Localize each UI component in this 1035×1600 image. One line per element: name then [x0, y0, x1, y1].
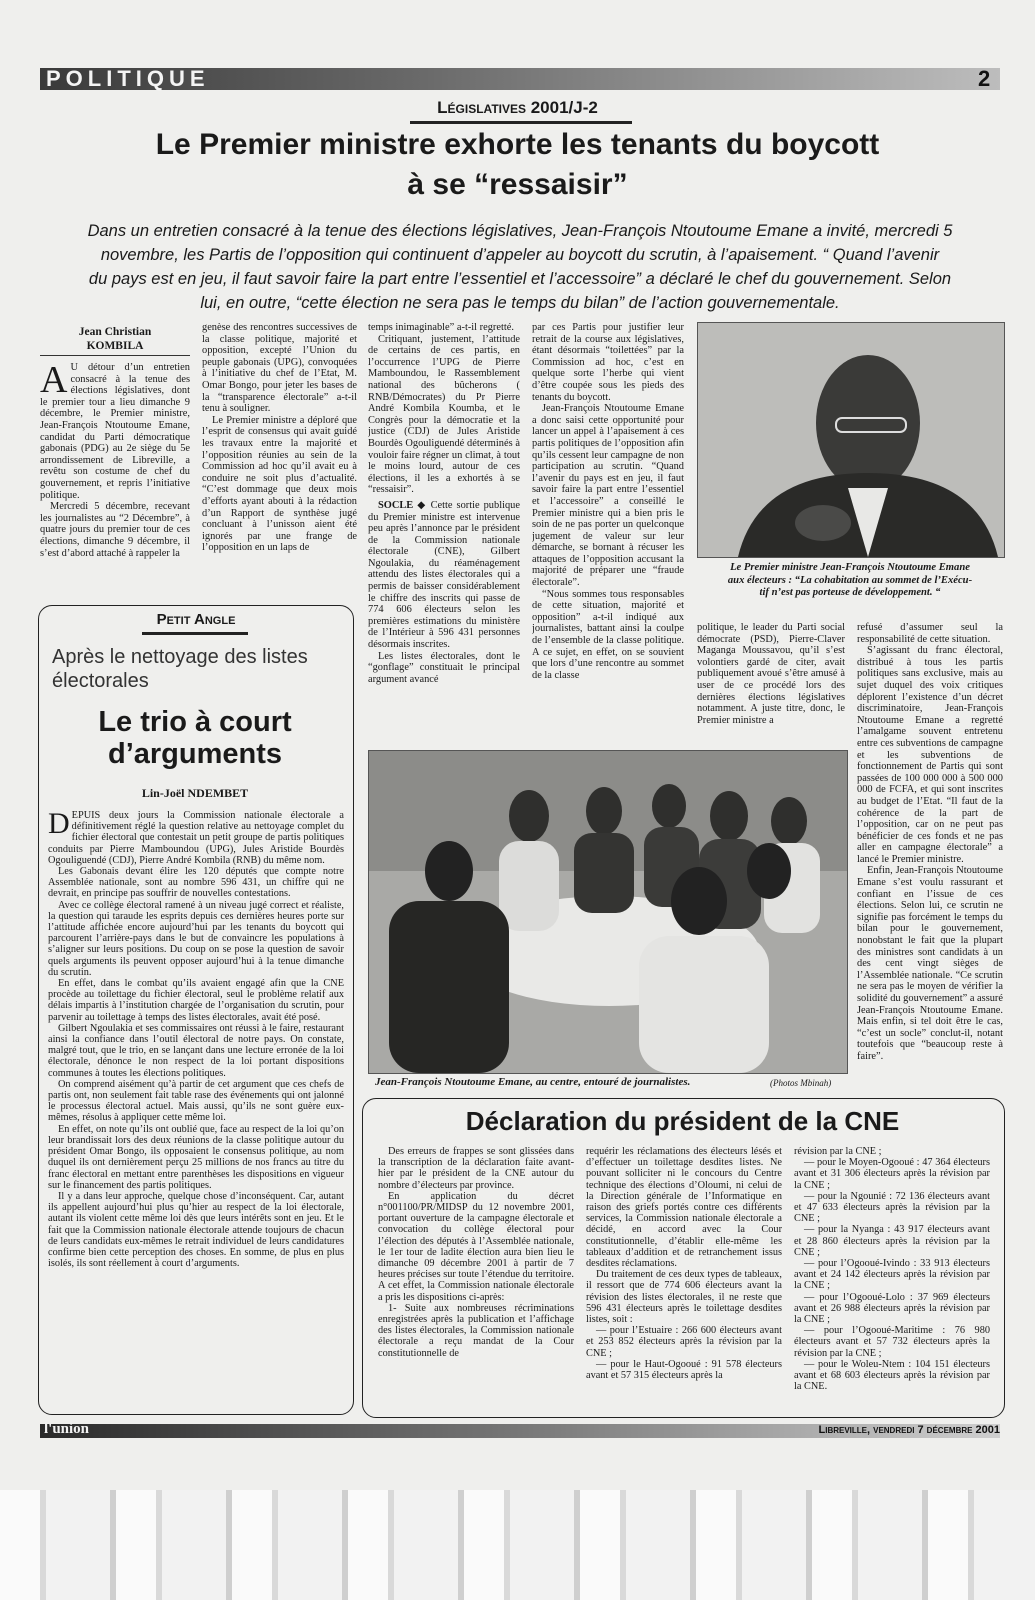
petit-angle-title — [40, 706, 350, 770]
paragraph: “Nous sommes tous responsables de cette situation, majorité et opposition” a-t-il indiqué aux journalistes, battant ainsi la coulpe de l’ensemble de la classe politique. A ce sujet, en effet, on se souvient que lors d’une rencontre au sommet de la classe — [532, 588, 684, 681]
kicker-line: Après le nettoyage des listes — [52, 646, 308, 668]
caption-line: tif n’est pas porteuse de développement. “ — [759, 587, 941, 598]
paragraph: — pour l’Ogooué-Maritime : 76 980 électeurs avant et 57 732 électeurs après la révision par la CNE ; — [794, 1325, 990, 1359]
article-column-5 — [697, 622, 845, 742]
caption-line: Le Premier ministre Jean-François Ntoutoume Emane — [730, 562, 970, 573]
paragraph: révision par la CNE ; — [794, 1146, 882, 1157]
cne-title: Déclaration du président de la CNE — [465, 1106, 900, 1136]
paragraph: EPUIS deux jours la Commission nationale électorale a définitivement réglé la question relative au nettoyage complet du fichier électoral que contestait un petit groupe de partis politiques conduits par Pierre Mamboundou (UPG), Jules Aristide Bourdès Ogouliguendé (CDJ), Pierre André Kombila (RNB) du même nom. — [48, 810, 344, 866]
byline-rule — [40, 355, 190, 356]
paragraph: temps inimaginable” a-t-il regretté. — [368, 322, 514, 333]
paragraph: Critiquant, justement, l’attitude de certains de ces partis, en l’occurrence l’UPG de Pierre Mamboundou, le Rassemblement national des bûcherons ( RNB/Démocrates) du Pr Pierre André Kombila Koumba, et le Congrès pour la démocratie et la justice (CDJ) de Jules Aristide Bourdès Ogouliguendé déterminés à vouloir faire régner un climat, à tout le moins lourd, autour de ces élections, il les a exhortés à se “ressaisir”. — [368, 333, 520, 496]
portrait-photo — [697, 322, 1005, 558]
paragraph: S’agissant du franc électoral, distribué à tous les partis politiques sans exclusive, mais au sujet duquel des voix critiques déplorent l’existence d’un décret discriminatoire, Jean-François Ntoutoume Emane a regretté l’amalgame souvent entretenu entre ces subventions de campagne et les subventions de fonctionnement de Partis qui sont passées de 100 000 000 à 500 000 000 de FCFA, et qui sont inscrites au budget de l’Etat. “Il faut de la cohérence de la part de l’opposition, car on ne peut pas bénéficier de ces fonds et ne pas aller en campagne électorale” a lancé le Premier ministre. — [857, 645, 1003, 865]
petit-angle-underline — [142, 632, 248, 635]
section-label: POLITIQUE — [46, 66, 210, 91]
paragraph: Enfin, Jean-François Ntoutoume Emane s’est voulu rassurant et confiant en l’issue de ces élections. Selon lui, ce scrutin ne signifie pas forcément le temps du bilan pour le gouvernement, nonobstant le fait que la plupart des ministres sont candidats à un des cent vingt sièges de l’Assemblée nationale. “Ce scrutin ne sera pas le moyen de vérifier la solidité du gouvernement” a assuré Jean-François Ntoutoume Emane. Mais enfin, si tel doit être le cas, “c’est un socle” conclut-il, notant toutefois que “beaucoup reste à faire”. — [857, 865, 1003, 1062]
cne-column-2 — [586, 1146, 782, 1408]
byline — [40, 325, 190, 353]
paragraph: Avec ce collège électoral ramené à un niveau jugé correct et réaliste, la question qui taraude les esprits depuis ces dernières heures porte sur l’attitude affichée encore aujourd’hui par les tenants du boycott qui parcourent l’arrière-pays dans le but de convaincre les populations à s’aligner sur leurs positions. Du coup on se pose la question de savoir quels arguments ils peuvent opposer aujourd’hui à la tenue dimanche du scrutin. — [48, 899, 344, 978]
petit-angle-byline: Lin-Joël NDEMBET — [141, 786, 249, 800]
kicker-underline — [410, 121, 632, 124]
paragraph: — pour le Woleu-Ntem : 104 151 électeurs avant et 68 603 électeurs après la révision par la CNE. — [794, 1358, 990, 1393]
lead-paragraph — [40, 219, 1000, 315]
paragraph: — pour le Haut-Ogooué : 91 578 électeurs avant et 57 315 électeurs après la — [586, 1358, 782, 1382]
paragraph: genèse des rencontres successives de la classe politique, majorité et opposition, excepté l’Union du peuple gabonais (UPG), convoquées à l’initiative du chef de l’Etat, M. Omar Bongo, pour jeter les bases de la “transparence électorale” a-t-il tenu à souligner. — [202, 322, 357, 415]
paragraph: refusé d’assumer seul la responsabilité de cette situation. — [857, 622, 1003, 645]
subhead: SOCLE ◆ — [378, 499, 427, 511]
title-line: d’arguments — [107, 738, 283, 770]
paragraph: Jean-François Ntoutoume Emane a donc saisi cette opportunité pour lancer un appel à l’apaisement à ces partis politiques de l’opposition afin qu’ils cessent leur campagne de non participation au scrutin. “Quand l’avenir du pays est en jeu, il faut savoir faire la part entre l’essentiel et l’accessoire” a conseillé le Premier ministre qui a bien pris le soin de ne pas porter un quelconque jugement de valeur sur leur démarche, se bornant à récuser les attaques de l’opposition accusant la majorité de préparer une “fraude électorale”. — [532, 403, 684, 589]
paragraph: — pour l’Estuaire : 266 600 électeurs avant et 253 852 électeurs après la révision par la CNE ; — [586, 1325, 782, 1359]
article-column-4 — [532, 322, 684, 740]
paragraph: U détour d’un entretien consacré à la tenue des élections législatives, dont le premier tour a lieu dimanche 9 décembre, le Premier ministre, Jean-François Ntoutoume Emane, candidat du Parti démocratique gabonais (PDG) au 2e siège du 5e arrondissement de Libreville, a revêtu son costume de chef du gouvernement, et repris l’initiative politique. — [40, 362, 190, 501]
footer-dateline: Libreville, vendredi 7 décembre 2001 — [818, 1424, 1000, 1436]
paragraph: On comprend aisément qu’à partir de cet argument que ces chefs de partis ont, non seulement fait table rase des événements qui ont jalonné le processus électoral actuel. Mais aussi, qu’ils ne sont guère eux-mêmes, résolus à appliquer cette même loi. — [48, 1078, 344, 1124]
paragraph: Les listes électorales, dont le “gonflage” constituait le principal argument avancé — [368, 650, 520, 685]
cne-column-3 — [794, 1146, 990, 1408]
portrait-illustration — [698, 323, 1004, 557]
lead-line: Dans un entretien consacré à la tenue des élections législatives, Jean-François Ntoutoume Emane a invité, mercredi 5 — [87, 222, 953, 240]
petit-angle-body — [48, 810, 344, 1404]
paragraph: Du traitement de ces deux types de tableaux, il ressort que de 774 606 électeurs avant la révision des listes électorales, il ne reste que 596 431 électeurs après le toilettage desdites listes, soit : — [586, 1269, 782, 1326]
paragraph: requérir les réclamations des électeurs lésés et d’effectuer un toilettage desdites listes. Ne pouvant solliciter ni le concours du Centre technique des élections d’Oloumi, ni celui de la Direction générale de l’Informatique en raison des griefs portés contre ces différents services, la Commission nationale électorale a décidé, en accord avec la Cour constitutionnelle, d’établir elle-même les tableaux d’addition et de retranchement issus desdites réclamations. — [586, 1146, 782, 1270]
drop-cap: A — [40, 362, 68, 401]
paragraph: Les Gabonais devant élire les 120 députés que compte notre Assemblée nationale, sont au nombre 596 431, un chiffre qui ne devrait, en principe pas souffrir de nouvelles contestations. — [48, 866, 344, 900]
photo-credit: (Photos Mbinah) — [770, 1078, 832, 1088]
paragraph: politique, le leader du Parti social démocrate (PSD), Pierre-Claver Maganga Moussavou, qu’il s’est volontiers gardé de citer, avait publiquement avoué s’être amusé à user de ce procédé lors des dernières élections législatives notamment. A juste titre, donc, le Premier ministre a — [697, 622, 845, 726]
paragraph: par ces Partis pour justifier leur retrait de la course aux législatives, étant désormais “toilettées” par la Commission ad hoc, c’est en quelque sorte l’herbe qui vient d’être coupée sous les pieds des tenants du boycott. — [532, 322, 684, 403]
lead-line: lui, en outre, “cette élection ne sera pas le temps du bilan” de l’action gouvernementale. — [200, 294, 840, 312]
paragraph: — pour l’Ogooué-Lolo : 37 969 électeurs avant et 26 988 électeurs après la révision par la CNE ; — [794, 1291, 990, 1326]
byline-first: Jean Christian — [78, 326, 152, 338]
caption-line: aux électeurs : “La cohabitation au sommet de l’Exécu- — [727, 574, 973, 586]
paragraph: En effet, dans le combat qu’ils avaient engagé afin que la CNE procède au toilettage du fichier électoral, seul le problème relatif aux délais impartis à l’institution chargée de l’organisation du scrutin, pour parvenir au toilettage à temps des listes électorales, avait été posé. — [48, 978, 344, 1023]
paragraph: — pour l’Ogooué-Ivindo : 33 913 électeurs avant et 24 142 électeurs après la révision par la CNE ; — [794, 1258, 990, 1292]
portrait-caption — [697, 562, 1003, 600]
drop-cap: D — [48, 810, 70, 840]
petit-angle-label: Petit Angle — [156, 611, 236, 628]
paragraph: SOCLE ◆ Cette sortie publique du Premier ministre est intervenue peu après l’annonce par le président de la Commission nationale électorale (CNE), Gilbert Ngoulakia, du réaménagement attendu des listes électorales qui a permis de baisser considérablement le chiffre des inscrits qui passe de 774 606 électeurs selon les premières estimations du ministère de l’Intérieur à 596 431 personnes désormais inscrites. — [368, 499, 520, 651]
kicker: Législatives 2001/J-2 — [437, 98, 598, 117]
headline-line-1: Le Premier ministre exhorte les tenants du boycott — [155, 128, 880, 161]
paragraph: — pour la Nyanga : 43 917 électeurs avant et 28 860 électeurs après la révision par la CNE ; — [794, 1224, 990, 1258]
scan-strip — [0, 1490, 1035, 1600]
meeting-illustration — [369, 751, 847, 1073]
paragraph: Des erreurs de frappes se sont glissées dans la transcription de la déclaration faite avant-hier par le président de la CNE autour du nombre d’électeurs par province. — [378, 1146, 574, 1191]
byline-last: KOMBILA — [86, 340, 144, 352]
cne-column-1 — [378, 1146, 574, 1408]
petit-angle-kicker — [52, 645, 342, 693]
article-column-2 — [202, 322, 357, 584]
page-number: 2 — [978, 66, 991, 91]
paragraph: En effet, on note qu’ils ont oublié que, face au respect de la loi qu’on leur brandissait lors des deux réunions de la classe politique autour du président Omar Bongo, ils opposaient le consensus politique, au nom duquel ils ont dernièrement perçu 25 millions de nos francs au titre du franc électoral en mettant entre parenthèses les dispositions en vigueur sur le financement des partis politiques. — [48, 1123, 344, 1191]
meeting-caption: Jean-François Ntoutoume Emane, au centre, entouré de journalistes. — [375, 1076, 691, 1088]
paragraph: — pour la Ngounié : 72 136 électeurs avant et 47 633 électeurs après la révision par la CNE ; — [794, 1190, 990, 1225]
paragraph: En application du décret n°001100/PR/MIDSP du 12 novembre 2001, portant ouverture de la campagne électorale et convocation du collège électoral pour l’élection des députés à l’Assemblée nationale, le 1er tour de ladite élection aura bien lieu le dimanche 09 décembre 2001 à partir de 7 heures précises sur toute l’étendue du territoire. A cet effet, la Commission nationale électorale a pris les dispositions ci-après: — [378, 1190, 574, 1303]
meeting-photo — [368, 750, 848, 1074]
paragraph: Mercredi 5 décembre, recevant les journalistes au “2 Décembre”, à quatre jours du premier tour de ces élections, dimanche 9 décembre, il s’est d’abord attaché à rappeler la — [40, 501, 190, 559]
article-column-1 — [40, 362, 190, 612]
paragraph: Il y a dans leur approche, quelque chose d’inconséquent. Car, autant ils appellent aujourd’hui plus qu’hier au respect de la loi électorale, autant ils violent cette même loi dès que leurs intérêts sont en jeu. Et le fait que la Commission nationale électorale attende toujours de chacun de leurs candidats eux-mêmes le retrait individuel de leurs candidatures confirme bien cette perception des choses. En somme, de plus en plus isolés, ils sont réellement à court d’arguments. — [48, 1190, 344, 1270]
footer-paper-name: l'union — [44, 1421, 90, 1437]
paragraph: Gilbert Ngoulakia et ses commissaires ont réussi à le faire, restaurant ainsi la confiance dans l’outil électoral de notre pays. On constate, malgré tout, que le trio, en se lançant dans une lecture erronée de la loi électorale, dénonce le non respect de la loi portant dispositions communes à toutes les élections politiques. — [48, 1022, 344, 1079]
paragraph: 1- Suite aux nombreuses récriminations enregistrées après la publication et l’affichage des listes électorales, la Commission nationale électorale a reçu mandat de la Cour constitutionnelle de — [378, 1302, 574, 1359]
article-column-3 — [368, 322, 520, 740]
title-line: Le trio à court — [98, 706, 292, 738]
paragraph: — pour le Moyen-Ogooué : 47 364 électeurs avant et 31 306 électeurs après la révision par la CNE ; — [794, 1157, 990, 1191]
kicker-line: électorales — [52, 670, 149, 692]
headline-line-2: à se “ressaisir” — [407, 168, 628, 201]
lead-line: du pays est en jeu, il faut savoir faire la part entre l’essentiel et l’accessoire” a déclaré le chef du gouvernement. Selon — [88, 270, 952, 288]
article-column-6 — [857, 622, 1003, 1090]
paragraph: Le Premier ministre a déploré que l’esprit de consensus qui avait guidé les travaux entre la majorité et l’opposition réunies au sein de la Commission ad hoc qu’il avait eu à conduire ne soit plus d’actualité. “C’est dommage que deux mois d’efforts ayant abouti à la rédaction d’un Rapport de synthèse jugé concluant à l’unisson aient été ignorés par une frange de l’opposition en un laps de — [202, 414, 357, 554]
lead-line: novembre, les Partis de l’opposition qui continuent d’appeler au boycott du scrutin, à l’apaisement. “ Quand l’avenir — [100, 246, 940, 264]
